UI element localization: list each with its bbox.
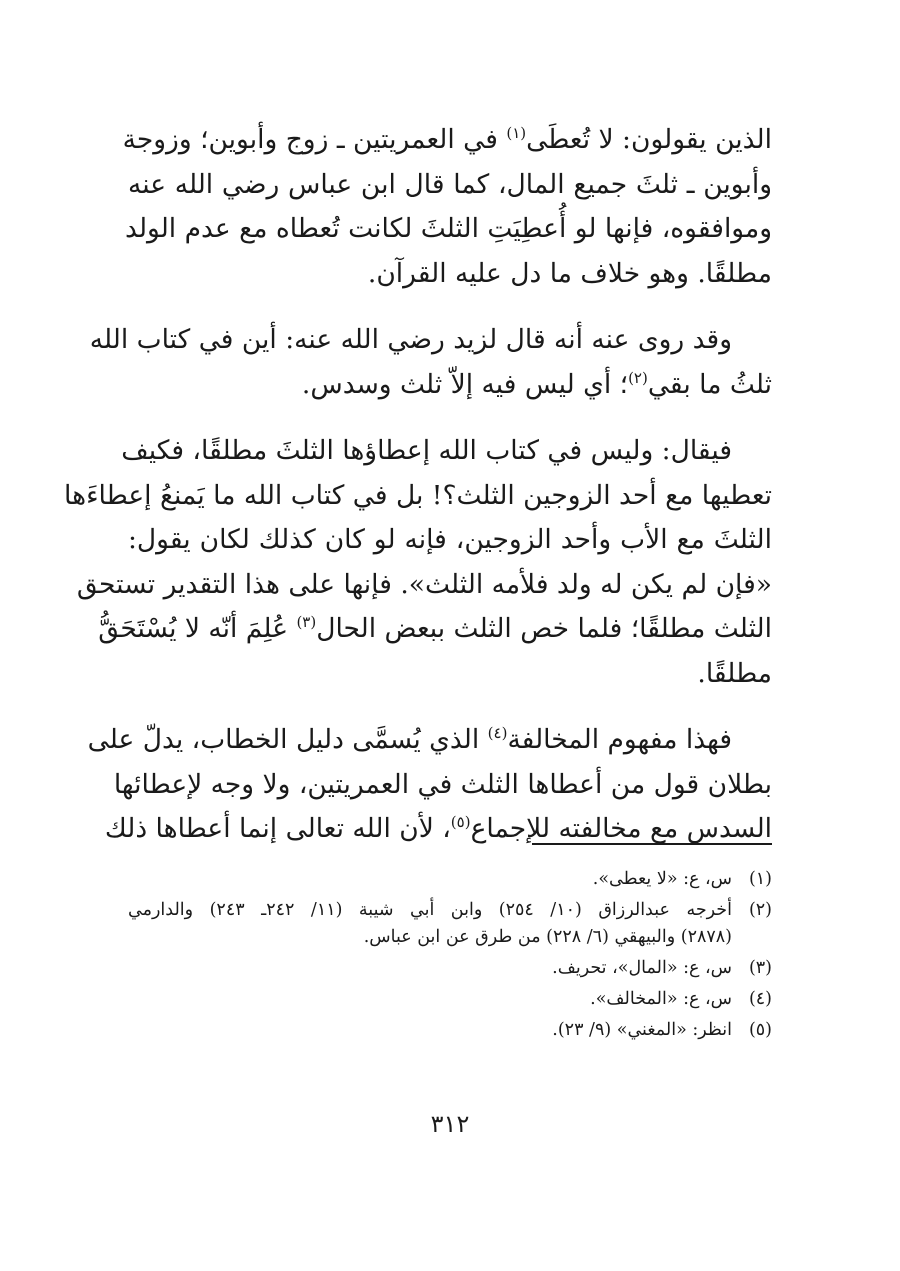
footnote-ref-3[interactable]: (٣) [296, 613, 317, 632]
footnote-2 [128, 897, 772, 951]
footnote-number: (٤) [748, 989, 772, 1009]
footnote-4 [128, 986, 772, 1013]
text-line: الثلثَ مع الأب وأحد الزوجين، فإنه لو كان كذلك لكان يقول: [128, 524, 772, 555]
footnote-text: س، ع: «المخالف». [590, 989, 732, 1009]
text-line: وأبوين ـ ثلثَ جميع المال، كما قال ابن عباس رضي الله عنه [128, 168, 772, 200]
text-line: تعطيها مع أحد الزوجين الثلث؟! بل في كتاب الله ما يَمنعُ إعطاءَها [64, 479, 772, 511]
footnote-ref-5[interactable]: (٥) [450, 813, 471, 832]
text-line: بطلان قول من أعطاها الثلث في العمريتين، ولا وجه لإعطائها [113, 768, 772, 800]
footnote-text: انظر: «المغني» (٩/ ٢٣). [552, 1020, 732, 1040]
text-line: وموافقوه، فإنها لو أُعطِيَتِ الثلثَ لكانت تُعطاه مع عدم الولد [125, 213, 772, 244]
footnote-ref-4[interactable]: (٤) [487, 724, 508, 743]
paragraph-3 [64, 429, 772, 696]
text-line: وقد روى عنه أنه قال لزيد رضي الله عنه: أين في كتاب الله [89, 324, 732, 355]
text-line: السدس مع مخالفته للإجماع$^{(٥)}$، لأن الله تعالى إنما أعطاها ذلك [104, 813, 772, 844]
page-number: ٣١٢ [430, 1110, 470, 1138]
text-line: الذين يقولون: لا تُعطَى$^{(١)}$ في العمريتين ـ زوج وأبوين؛ وزوجة [122, 124, 772, 155]
text-line: مطلقًا. [697, 657, 772, 689]
footnote-3 [128, 955, 772, 982]
footnote-number: (٣) [748, 958, 772, 978]
footnote-separator [532, 843, 772, 845]
footnote-text: س، ع: «لا يعطى». [592, 869, 732, 889]
footnote-text: س، ع: «المال»، تحريف. [552, 958, 732, 978]
text-line: الثلث مطلقًا؛ فلما خص الثلث ببعض الحال$^{(٣)}$ عُلِمَ أنّه لا يُسْتَحَقُّ [98, 613, 772, 644]
text-line: فهذا مفهوم المخالفة$^{(٤)}$ الذي يُسمَّى دليل الخطاب، يدلّ على [87, 724, 732, 755]
footnote-number: (٢) [748, 900, 772, 920]
footnote-number: (٥) [748, 1020, 772, 1040]
text-line: فيقال: وليس في كتاب الله إعطاؤها الثلثَ مطلقًا، فكيف [121, 435, 732, 466]
main-text [64, 118, 772, 874]
footnote-ref-2[interactable]: (٢) [628, 368, 648, 387]
text-line: «فإن لم يكن له ولد فلأمه الثلث». فإنها على هذا التقدير تستحق [76, 568, 772, 600]
paragraph-2 [89, 318, 772, 407]
text-line: ثلثُ ما بقي$^{(٢)}$؛ أي ليس فيه إلاّ ثلث وسدس. [301, 368, 772, 400]
text-line: مطلقًا. وهو خلاف ما دل عليه القرآن. [367, 257, 772, 289]
paragraph-4 [87, 718, 772, 852]
footnote-5 [128, 1017, 772, 1044]
footnotes [128, 866, 772, 1048]
footnote-ref-1[interactable]: (١) [506, 124, 527, 143]
footnote-number: (١) [748, 869, 772, 889]
footnote-text: أخرجه عبدالرزاق (١٠/ ٢٥٤) وابن أبي شيبة (١١/ ٢٤٢ـ ٢٤٣) والدارمي [128, 900, 732, 920]
footnote-text: (٢٨٧٨) والبيهقي (٦/ ٢٢٨) من طرق عن ابن عباس. [363, 927, 732, 947]
footnote-1 [128, 866, 772, 893]
paragraph-1 [122, 118, 772, 296]
